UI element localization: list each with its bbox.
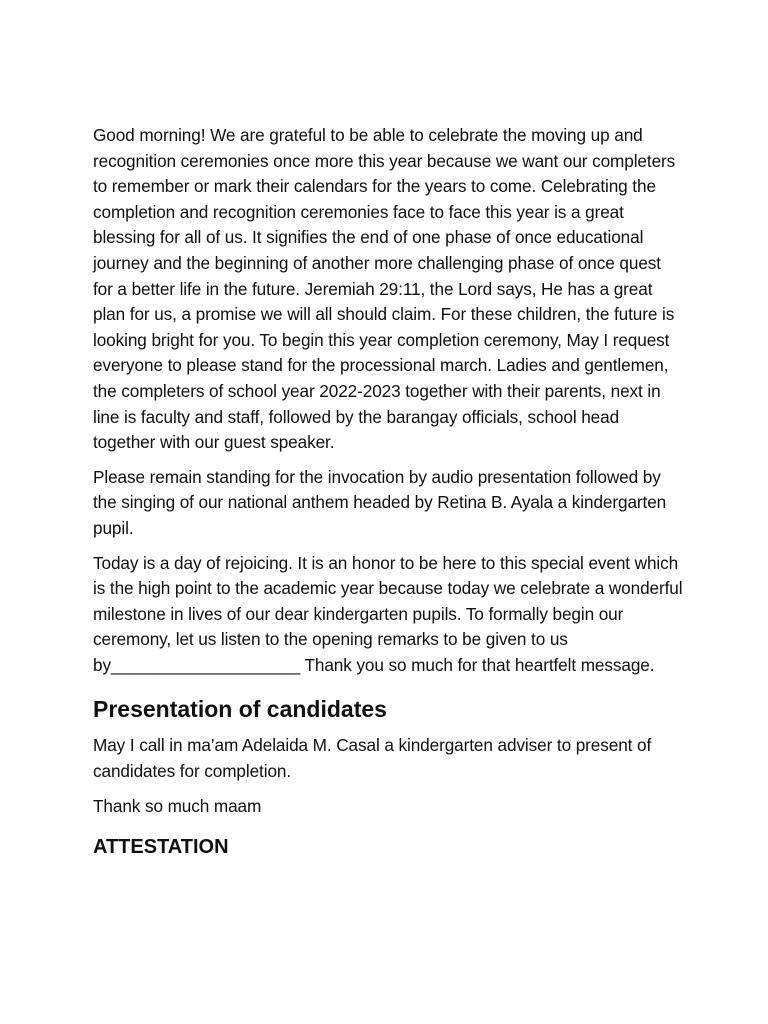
presentation-heading: Presentation of candidates — [93, 696, 387, 723]
intro-paragraph-2: Please remain standing for the invocation by audio presentation followed by the singing of our national anthem headed by Retina B. Ayala a kindergarten pupil. — [93, 466, 667, 538]
attestation-heading: ATTESTATION — [93, 836, 229, 859]
intro-paragraph-1: Good morning! We are grateful to be able to celebrate the moving up and recognition ceremonies once more this year because we want our completers to remember or mark their calendars for the years to come. Celebrating the completion and recognition ceremonies face to face this year is a great blessing for all of us. It signifies the end of one phase of once educational journey and the beginning of another more challenging phase of once quest for a better life in the future. Jeremiah 29:11, the Lord says, He has a great plan for us, a promise we will all should claim. For these children, the future is looking bright for you. To begin this year completion ceremony, May I request everyone to please stand for the processional march. Ladies and gentlemen, the completers of school year 2022-2023 together with their parents, next in line is faculty and staff, followed by the barangay officials, school head together with our guest speaker. — [93, 125, 676, 453]
presentation-paragraph-1: May I call in ma’am Adelaida M. Casal a kindergarten adviser to present of candidates for completion. — [93, 735, 652, 782]
presentation-paragraph-2: Thank so much maam — [93, 795, 262, 816]
intro-paragraph-3: Today is a day of rejoicing. It is an honor to be here to this special event which is the high point to the academic year because today we celebrate a wonderful milestone in lives of our dear kindergarten pupils. To formally begin our ceremony, let us listen to the opening remarks to be given to us by____________________ Thank you so much for that heartfelt message. — [93, 552, 683, 675]
document-page — [93, 123, 683, 861]
